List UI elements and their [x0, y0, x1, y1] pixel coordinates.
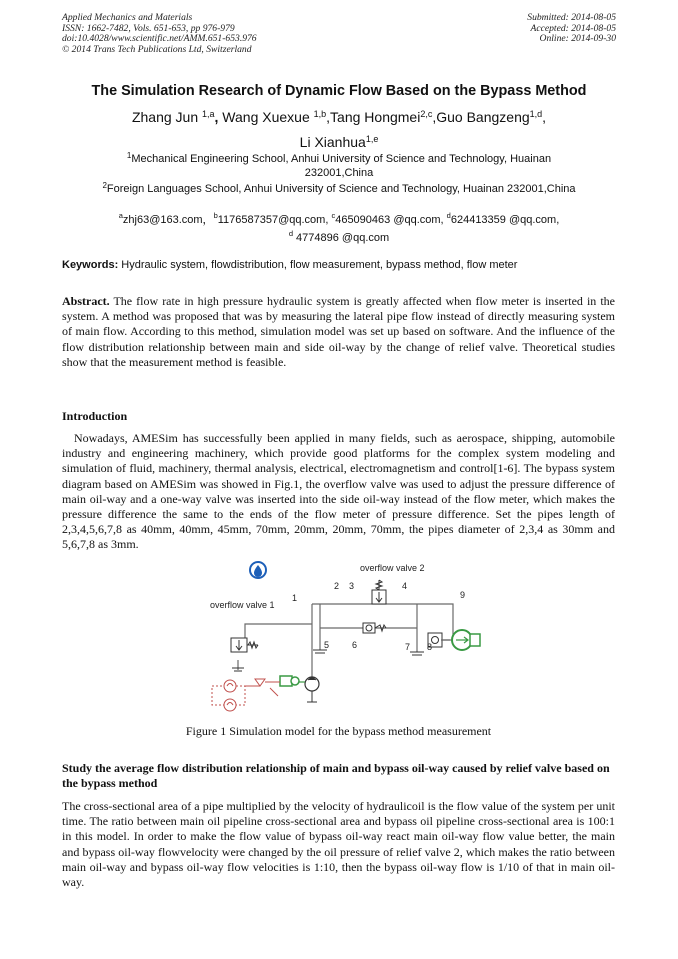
paper-title: The Simulation Research of Dynamic Flow Based on the Bypass Method [91, 83, 587, 99]
label-overflow-valve-2: overflow valve 2 [360, 563, 425, 573]
fluid-properties-icon [250, 562, 266, 578]
author-name: Wang Xuexue [218, 109, 310, 125]
signal-source-icons [212, 679, 280, 711]
email-link[interactable]: zhj63@163.com， [122, 214, 214, 226]
pipe-ov1 [245, 624, 312, 638]
email-sup: c [331, 211, 336, 220]
label-7: 7 [405, 642, 411, 652]
pump-icon [305, 677, 319, 702]
accepted-date: Accepted: 2014-08-05 [530, 22, 616, 34]
email-link[interactable]: 624413359 @qq.com, [450, 214, 560, 226]
author-separator: , [542, 109, 547, 125]
prime-mover-icon [280, 676, 305, 686]
author-name: ,Guo Bangzeng [432, 109, 530, 125]
submitted-date: Submitted: 2014-08-05 [527, 12, 616, 23]
issn-line: ISSN: 1662-7482, Vols. 651-653, pp 976-979 [62, 22, 235, 34]
author-name: Zhang Jun [131, 109, 199, 125]
email-link[interactable]: 1176587357@qq.com, [217, 214, 332, 226]
author-line-1 [60, 103, 618, 128]
label-8: 8 [427, 642, 433, 652]
author-sup: 1,e [365, 134, 379, 144]
check-valve-icon [363, 623, 386, 633]
author-separator: , [214, 109, 219, 125]
intro-text: Nowadays, AMESim has successfully been applied in many fields, such as aerospace, shipping, automobile industry and engineering machinery, which provide good platforms for the complex system modeling and simulation of fluid, machinery, thermal analysis, electrical, electromagnetism and control[1-6]. The bypass system diagram based on AMESim was showed in Fig.1, the overflow valve was used to adjust the pressure difference of main oil-way and a one-way valve was inserted into the side oil-way instead of the flow meter, which makes the pressure difference the same to the ends of the flow meter of pressure difference. Set the pipes length of 2,3,4,5,6,7,8 as 40mm, 40mm, 45mm, 70mm, 20mm, 20mm, 70mm, the pipes diameter of 2,3,4 as 30mm and 5,6,7,8 as 3mm. [62, 431, 615, 552]
figure-1-diagram [200, 560, 500, 715]
affiliation-text: Foreign Languages School, Anhui University of Science and Technology, Huainan 232001,China [106, 183, 576, 195]
affiliation-sup: 2 [102, 181, 107, 190]
label-5: 5 [324, 640, 330, 650]
abstract [62, 294, 615, 370]
keywords-text: Hydraulic system, flowdistribution, flow measurement, bypass method, flow meter [118, 259, 518, 271]
author-sup: 1,d [529, 109, 543, 119]
journal-header [62, 13, 257, 55]
email-sup: a [118, 211, 123, 220]
email-line-1 [50, 209, 628, 227]
email-sup: d [446, 211, 451, 220]
email-link[interactable]: 4774896 @qq.com [292, 232, 390, 244]
label-9: 9 [460, 590, 466, 600]
email-link[interactable]: 465090463 @qq.com, [335, 214, 447, 226]
figure-1-caption: Figure 1 Simulation model for the bypass method measurement [185, 724, 492, 738]
affiliation-1-line-2: 232001,China [304, 167, 374, 179]
intro-heading: Introduction [62, 409, 128, 423]
author-sup: 2,c [420, 109, 433, 119]
author-list [60, 103, 618, 153]
abstract-label: Abstract. [62, 294, 110, 308]
label-overflow-valve-1: overflow valve 1 [210, 600, 275, 610]
affiliation-text: Mechanical Engineering School, Anhui University of Science and Technology, Huainan [131, 153, 552, 165]
affiliation-sup: 1 [126, 151, 132, 160]
label-4: 4 [402, 581, 408, 591]
journal-name: Applied Mechanics and Materials [62, 12, 193, 23]
keywords [62, 259, 622, 271]
overflow-valve-1-icon [231, 638, 258, 671]
label-3: 3 [349, 581, 355, 591]
online-date: Online: 2014-09-30 [539, 33, 616, 45]
email-list [50, 209, 628, 245]
email-sup: d [288, 229, 293, 238]
keywords-label: Keywords: [62, 259, 119, 271]
label-6: 6 [352, 640, 358, 650]
copyright-line: © 2014 Trans Tech Publications Ltd, Switzerland [62, 43, 252, 55]
abstract-text: The flow rate in high pressure hydraulic system is greatly affected when flow meter is inserted in the system. A method was proposed that was by measuring the lateral pipe flow instead of directly measuring system of main flow. According to this method, simulation model was set up based on software. And the influence of the flow distribution relationship between main and side oil-way by the change of relief valve. Theoretical studies show that the measurement method is feasible. [62, 294, 615, 369]
email-sup: b [213, 211, 218, 220]
affiliation-2 [40, 179, 638, 196]
author-name: ,Tang Hongmei [326, 109, 421, 125]
dates-header [527, 13, 616, 45]
section-2-heading: Study the average flow distribution relationship of main and bypass oil-way caused by relief valve based on the bypass method [62, 761, 610, 791]
email-line-2 [50, 227, 628, 245]
label-1: 1 [292, 593, 298, 603]
motor-right-icon [441, 630, 480, 650]
author-sup: 1,b [313, 109, 327, 119]
doi-line: doi:10.4028/www.scientific.net/AMM.651-653.976 [62, 33, 257, 45]
author-name: Li Xianhua [299, 134, 366, 150]
label-2: 2 [334, 581, 340, 591]
author-sup: 1,a [202, 109, 215, 119]
affiliation-1-line-1 [40, 149, 638, 166]
section-2-text: The cross-sectional area of a pipe multiplied by the velocity of hydraulicoil is the flow value of the system per unit time. The ratio between main oil pipeline cross-sectional area and bypass oil pipeline cross-sectional area is 100:1 in this model. In order to make the flow value of bypass oil-way react main oil-way flow value better, the main and bypass oil-way flowvelocity were changed by the oil pressure of relief valve 2, which makes the ratio between main oil-way and bypass oil-way flow velocities is 1:10, then the bypass oil-way flow is 1/10 of that in main oil-way. [62, 799, 615, 890]
affiliation-1 [40, 149, 638, 180]
overflow-valve-2-icon [372, 580, 386, 604]
